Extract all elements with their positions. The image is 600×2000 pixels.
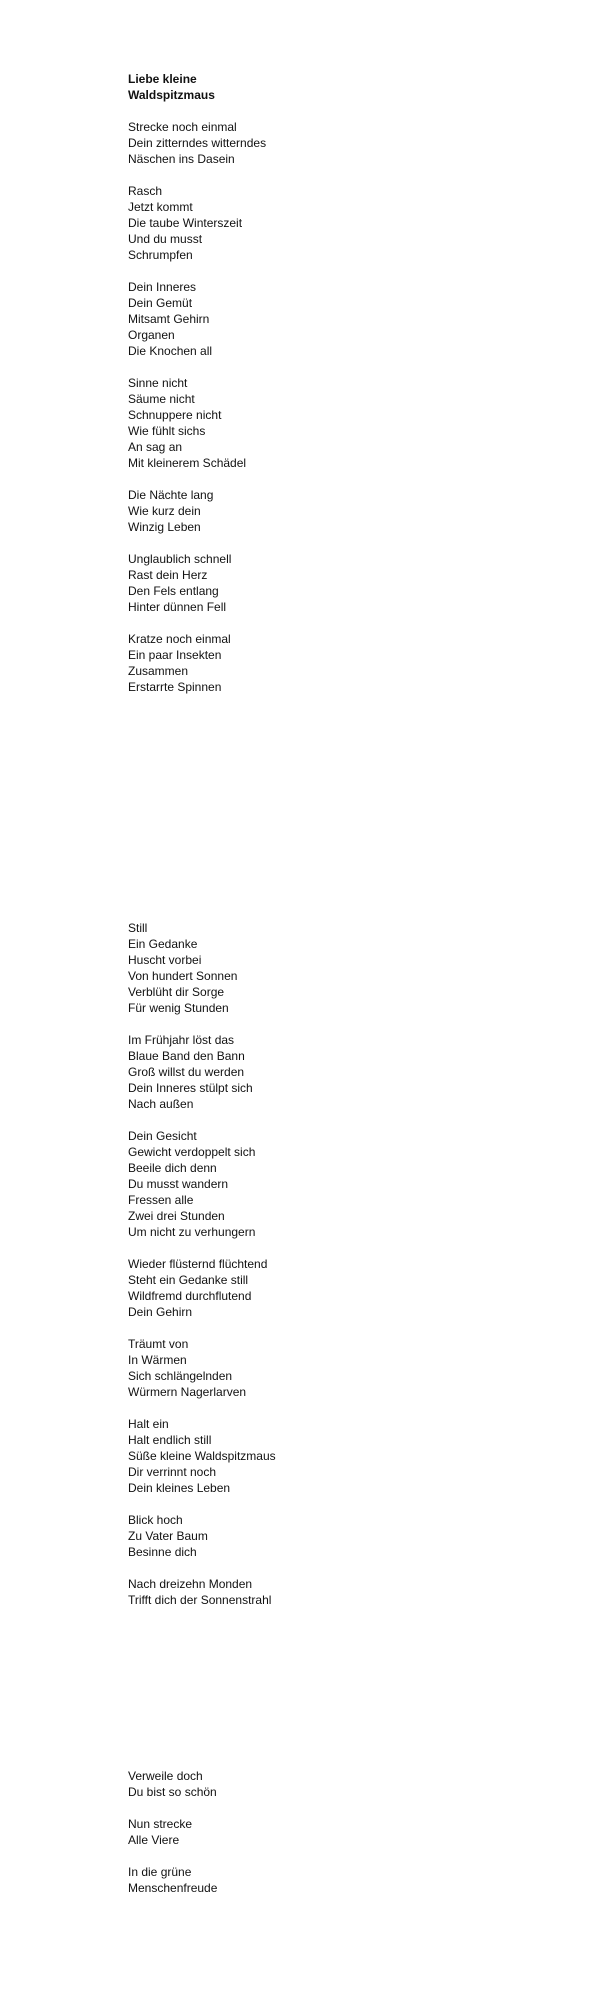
poem-line: Nach außen <box>128 1097 194 1111</box>
poem-line: Für wenig Stunden <box>128 1001 229 1015</box>
poem-line: Menschenfreude <box>128 1881 218 1895</box>
poem-line: Rast dein Herz <box>128 568 208 582</box>
poem-line: Die Nächte lang <box>128 488 214 502</box>
stanza <box>128 1128 488 1240</box>
poem-line: Alle Viere <box>128 1833 180 1847</box>
poem-line: Wieder flüsternd flüchtend <box>128 1257 268 1271</box>
poem-line: Du bist so schön <box>128 1785 217 1799</box>
poem-line: Näschen ins Dasein <box>128 152 235 166</box>
stanza <box>128 1816 488 1848</box>
poem-line: Huscht vorbei <box>128 953 202 967</box>
stanza <box>128 487 488 535</box>
stanza <box>128 1768 488 1800</box>
poem-line: Die taube Winterszeit <box>128 216 243 230</box>
stanza <box>128 1032 488 1112</box>
poem-line: Erstarrte Spinnen <box>128 680 222 694</box>
poem-line: Wildfremd durchflutend <box>128 1289 252 1303</box>
stanza <box>128 1512 488 1560</box>
poem-line: Säume nicht <box>128 392 195 406</box>
poem-line: Hinter dünnen Fell <box>128 600 227 614</box>
poem-line: Im Frühjahr löst das <box>128 1033 235 1047</box>
poem-line: Blick hoch <box>128 1513 183 1527</box>
poem-line: An sag an <box>128 440 183 454</box>
poem-line: Besinne dich <box>128 1545 197 1559</box>
poem-line: Gewicht verdoppelt sich <box>128 1145 256 1159</box>
poem-line: Verweile doch <box>128 1769 203 1783</box>
poem-part-1 <box>128 119 488 695</box>
poem-line: Wie kurz dein <box>128 504 201 518</box>
poem-line: Strecke noch einmal <box>128 120 237 134</box>
poem-line: Blaue Band den Bann <box>128 1049 245 1063</box>
stanza <box>128 1256 488 1320</box>
poem-part-2 <box>128 920 488 1608</box>
poem-title <box>128 71 488 103</box>
poem-line: Trifft dich der Sonnenstrahl <box>128 1593 272 1607</box>
poem-title-line-2: Waldspitzmaus <box>128 88 215 102</box>
poem-line: Dir verrinnt noch <box>128 1465 217 1479</box>
poem-line: Süße kleine Waldspitzmaus <box>128 1449 276 1463</box>
poem-line: Winzig Leben <box>128 520 201 534</box>
poem-line: Den Fels entlang <box>128 584 219 598</box>
poem-line: Dein Gesicht <box>128 1129 197 1143</box>
poem-line: Fressen alle <box>128 1193 194 1207</box>
poem-line: Halt ein <box>128 1417 169 1431</box>
poem-line: Mit kleinerem Schädel <box>128 456 247 470</box>
poem-line: Ein paar Insekten <box>128 648 222 662</box>
stanza <box>128 1864 488 1896</box>
poem-line: In die grüne <box>128 1865 192 1879</box>
poem-line: Jetzt kommt <box>128 200 193 214</box>
poem-line: Nun strecke <box>128 1817 193 1831</box>
stanza <box>128 920 488 1016</box>
poem-line: Beeile dich denn <box>128 1161 217 1175</box>
poem-line: Zwei drei Stunden <box>128 1209 225 1223</box>
stanza <box>128 279 488 359</box>
poem-line: Würmern Nagerlarven <box>128 1385 247 1399</box>
poem-line: Schnuppere nicht <box>128 408 222 422</box>
poem-line: Sich schlängelnden <box>128 1369 233 1383</box>
poem-line: Wie fühlt sichs <box>128 424 206 438</box>
poem-line: Rasch <box>128 184 163 198</box>
stanza <box>128 1416 488 1496</box>
stanza <box>128 1576 488 1608</box>
poem-line: Zusammen <box>128 664 189 678</box>
poem-line: Von hundert Sonnen <box>128 969 238 983</box>
poem-line: Still <box>128 921 148 935</box>
poem-line: Dein Inneres <box>128 280 197 294</box>
poem-line: Kratze noch einmal <box>128 632 231 646</box>
stanza <box>128 631 488 695</box>
poem-line: Steht ein Gedanke still <box>128 1273 249 1287</box>
poem-line: Um nicht zu verhungern <box>128 1225 256 1239</box>
poem-line: Mitsamt Gehirn <box>128 312 210 326</box>
poem-line: Dein Gemüt <box>128 296 193 310</box>
poem-line: Und du musst <box>128 232 203 246</box>
poem-part-3 <box>128 1768 488 1896</box>
poem-line: Sinne nicht <box>128 376 188 390</box>
poem-line: Organen <box>128 328 175 342</box>
stanza <box>128 183 488 263</box>
stanza <box>128 119 488 167</box>
stanza <box>128 551 488 615</box>
poem-line: Die Knochen all <box>128 344 213 358</box>
poem-line: Dein Gehirn <box>128 1305 193 1319</box>
poem-line: Verblüht dir Sorge <box>128 985 225 999</box>
poem-line: Halt endlich still <box>128 1433 212 1447</box>
poem-line: Unglaublich schnell <box>128 552 232 566</box>
poem-line: Dein zitterndes witterndes <box>128 136 267 150</box>
poem-line: Schrumpfen <box>128 248 193 262</box>
poem-title-line-1: Liebe kleine <box>128 72 197 86</box>
poem-line: Dein Inneres stülpt sich <box>128 1081 253 1095</box>
poem-line: Ein Gedanke <box>128 937 198 951</box>
poem-line: Träumt von <box>128 1337 189 1351</box>
poem-line: Nach dreizehn Monden <box>128 1577 253 1591</box>
poem-line: Zu Vater Baum <box>128 1529 208 1543</box>
stanza <box>128 1336 488 1400</box>
poem-line: In Wärmen <box>128 1353 187 1367</box>
poem-line: Groß willst du werden <box>128 1065 245 1079</box>
stanza <box>128 375 488 471</box>
poem-line: Du musst wandern <box>128 1177 229 1191</box>
poem-line: Dein kleines Leben <box>128 1481 231 1495</box>
